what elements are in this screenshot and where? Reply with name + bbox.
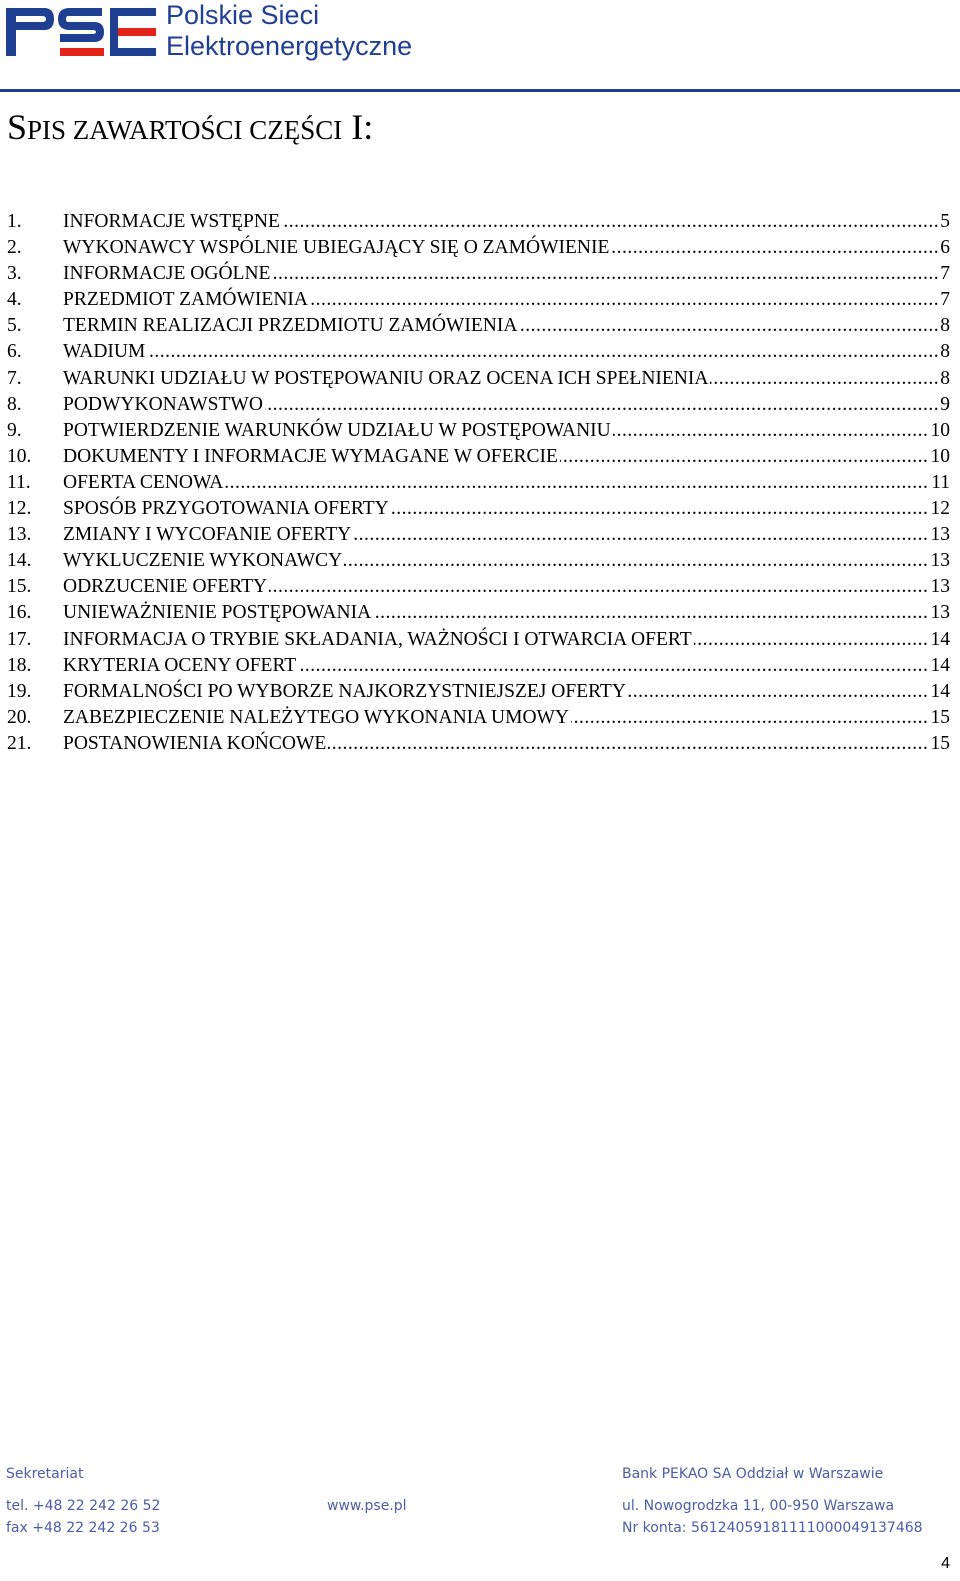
- toc-entry-page[interactable]: 14: [929, 653, 951, 679]
- toc-entry[interactable]: [7, 600, 950, 626]
- toc-entry-page[interactable]: 8: [938, 313, 950, 339]
- toc-entry[interactable]: [7, 366, 950, 392]
- footer-bank: Bank PEKAO SA Oddział w Warszawie: [622, 1466, 884, 1482]
- toc-entry-page[interactable]: 15: [929, 705, 951, 731]
- toc-entry-body: [63, 705, 950, 731]
- page-number: 4: [941, 1555, 950, 1572]
- toc-entry-page[interactable]: 13: [929, 574, 951, 600]
- toc-entry-page[interactable]: 8: [938, 366, 950, 392]
- toc-entry-label[interactable]: PRZEDMIOT ZAMÓWIENIA: [63, 289, 308, 311]
- toc-entry-page[interactable]: 10: [929, 444, 951, 470]
- toc-entry-body: [63, 574, 950, 600]
- toc-entry-number: 5.: [7, 315, 22, 337]
- toc-entry-label[interactable]: KRYTERIA OCENY OFERT: [63, 654, 297, 676]
- toc-entry-body: [63, 287, 950, 313]
- toc-heading: [7, 104, 373, 153]
- toc-entry-body: [63, 209, 950, 235]
- toc-entry-body: [63, 679, 950, 705]
- toc-entry-body: [63, 418, 950, 444]
- toc-entry-number: 4.: [7, 289, 22, 311]
- toc-entry-label[interactable]: FORMALNOŚCI PO WYBORZE NAJKORZYSTNIEJSZEJ OFERTY: [63, 680, 626, 702]
- toc-entry-page[interactable]: 13: [929, 548, 951, 574]
- toc-entry[interactable]: [7, 548, 950, 574]
- footer-department: Sekretariat: [6, 1466, 84, 1482]
- toc-entry-number: 18.: [7, 654, 32, 676]
- toc-entry-number: 16.: [7, 602, 32, 624]
- toc-entry-label[interactable]: UNIEWAŻNIENIE POSTĘPOWANIA: [63, 602, 372, 624]
- toc-entry-body: [63, 496, 950, 522]
- toc-entry-label[interactable]: DOKUMENTY I INFORMACJE WYMAGANE W OFERCIE: [63, 445, 558, 467]
- toc-entry-number: 12.: [7, 498, 32, 520]
- toc-entry-label[interactable]: WYKLUCZENIE WYKONAWCY: [63, 550, 343, 572]
- toc-entry-body: [63, 548, 950, 574]
- toc-entry[interactable]: [7, 653, 950, 679]
- toc-heading-initial: S: [7, 107, 28, 147]
- toc-entry-body: [63, 313, 950, 339]
- toc-entry-body: [63, 600, 950, 626]
- toc-entry-number: 20.: [7, 706, 32, 728]
- toc-entry-label[interactable]: ODRZUCENIE OFERTY: [63, 576, 268, 598]
- toc-entry-number: 2.: [7, 237, 22, 259]
- toc-entry-page[interactable]: 14: [929, 679, 951, 705]
- toc-entry-number: 19.: [7, 680, 32, 702]
- pse-logo-icon: [6, 6, 156, 58]
- toc-entry-label[interactable]: INFORMACJE OGÓLNE: [63, 263, 271, 285]
- toc-entry-number: 6.: [7, 341, 22, 363]
- toc-entry-number: 21.: [7, 732, 32, 754]
- toc-entry-number: 15.: [7, 576, 32, 598]
- toc-entry-page[interactable]: 8: [938, 339, 950, 365]
- toc-entry-label[interactable]: INFORMACJA O TRYBIE SKŁADANIA, WAŻNOŚCI I OTWARCIA OFERT: [63, 628, 692, 650]
- toc-entry[interactable]: [7, 627, 950, 653]
- toc-entry-label[interactable]: POTWIERDZENIE WARUNKÓW UDZIAŁU W POSTĘPOWANIU: [63, 419, 611, 441]
- toc-entry-page[interactable]: 7: [938, 287, 950, 313]
- toc-entry[interactable]: [7, 496, 950, 522]
- toc-entry[interactable]: [7, 705, 950, 731]
- toc-entry-body: [63, 339, 950, 365]
- toc-entry[interactable]: [7, 235, 950, 261]
- toc-entry-number: 7.: [7, 367, 22, 389]
- table-of-contents: [7, 209, 950, 757]
- toc-entry[interactable]: [7, 392, 950, 418]
- document-footer: [0, 1466, 960, 1581]
- toc-entry[interactable]: [7, 679, 950, 705]
- toc-entry-body: [63, 653, 950, 679]
- toc-entry-body: [63, 261, 950, 287]
- toc-entry-page[interactable]: 11: [929, 470, 950, 496]
- toc-entry[interactable]: [7, 313, 950, 339]
- toc-entry-label[interactable]: ZMIANY I WYCOFANIE OFERTY: [63, 524, 352, 546]
- footer-fax: fax +48 22 242 26 53: [6, 1520, 160, 1536]
- toc-entry-page[interactable]: 13: [929, 600, 951, 626]
- footer-phone: tel. +48 22 242 26 52: [6, 1498, 161, 1514]
- toc-entry-page[interactable]: 6: [938, 235, 950, 261]
- footer-address: ul. Nowogrodzka 11, 00-950 Warszawa: [622, 1498, 895, 1514]
- footer-account: Nr konta: 56124059181111000049137468: [622, 1520, 923, 1536]
- toc-entry-page[interactable]: 10: [929, 418, 951, 444]
- toc-entry-page[interactable]: 12: [929, 496, 951, 522]
- company-name-line1: Polskie Sieci: [166, 0, 320, 30]
- toc-entry-body: [63, 731, 950, 757]
- toc-entry-label[interactable]: SPOSÓB PRZYGOTOWANIA OFERTY: [63, 498, 389, 520]
- company-name-line2: Elektroenergetyczne: [166, 31, 413, 61]
- toc-entry-page[interactable]: 5: [938, 209, 950, 235]
- toc-entry[interactable]: [7, 261, 950, 287]
- toc-heading-suffix: I:: [342, 107, 374, 147]
- company-name: [166, 0, 412, 62]
- toc-entry[interactable]: [7, 287, 950, 313]
- toc-entry[interactable]: [7, 209, 950, 235]
- toc-entry-number: 11.: [7, 471, 31, 493]
- toc-entry-number: 8.: [7, 393, 22, 415]
- toc-entry-label[interactable]: WYKONAWCY WSPÓLNIE UBIEGAJĄCY SIĘ O ZAMÓWIENIE: [63, 237, 610, 259]
- toc-entry-label[interactable]: WADIUM: [63, 341, 146, 363]
- toc-entry-label[interactable]: TERMIN REALIZACJI PRZEDMIOTU ZAMÓWIENIA: [63, 315, 518, 337]
- toc-entry-number: 17.: [7, 628, 32, 650]
- toc-entry[interactable]: [7, 444, 950, 470]
- header-divider: [0, 89, 960, 92]
- toc-entry[interactable]: [7, 339, 950, 365]
- toc-entry-page[interactable]: 13: [929, 522, 951, 548]
- toc-entry-body: [63, 444, 950, 470]
- footer-website-link[interactable]: www.pse.pl: [327, 1498, 407, 1514]
- document-header: [0, 0, 960, 92]
- toc-entry-number: 13.: [7, 524, 32, 546]
- toc-entry-page[interactable]: 9: [938, 392, 950, 418]
- toc-entry-number: 14.: [7, 550, 32, 572]
- toc-entry-label[interactable]: INFORMACJE WSTĘPNE: [63, 211, 280, 232]
- toc-entry-page[interactable]: 14: [929, 627, 951, 653]
- toc-entry-number: 3.: [7, 263, 22, 285]
- toc-entry[interactable]: [7, 731, 950, 757]
- toc-entry-body: [63, 392, 950, 418]
- toc-entry-number: 1.: [7, 211, 22, 232]
- toc-entry-label[interactable]: OFERTA CENOWA: [63, 471, 224, 493]
- toc-entry[interactable]: [7, 470, 950, 496]
- toc-entry[interactable]: [7, 418, 950, 444]
- toc-entry-number: 10.: [7, 445, 32, 467]
- toc-entry[interactable]: [7, 522, 950, 548]
- toc-entry-number: 9.: [7, 419, 22, 441]
- toc-entry-body: [63, 522, 950, 548]
- toc-entry-body: [63, 235, 950, 261]
- toc-entry-page[interactable]: 7: [938, 261, 950, 287]
- toc-entry-label[interactable]: PODWYKONAWSTWO: [63, 393, 263, 415]
- toc-entry[interactable]: [7, 574, 950, 600]
- toc-entry-body: [63, 627, 950, 653]
- toc-entry-page[interactable]: 15: [929, 731, 951, 757]
- toc-entry-body: [63, 366, 950, 392]
- toc-entry-label[interactable]: POSTANOWIENIA KOŃCOWE: [63, 732, 327, 754]
- toc-entry-label[interactable]: WARUNKI UDZIAŁU W POSTĘPOWANIU ORAZ OCENA ICH SPEŁNIENIA: [63, 367, 709, 389]
- toc-heading-rest: PIS ZAWARTOŚCI CZĘŚCI: [27, 115, 343, 145]
- toc-entry-body: [63, 470, 950, 496]
- toc-entry-label[interactable]: ZABEZPIECZENIE NALEŻYTEGO WYKONANIA UMOWY: [63, 706, 570, 728]
